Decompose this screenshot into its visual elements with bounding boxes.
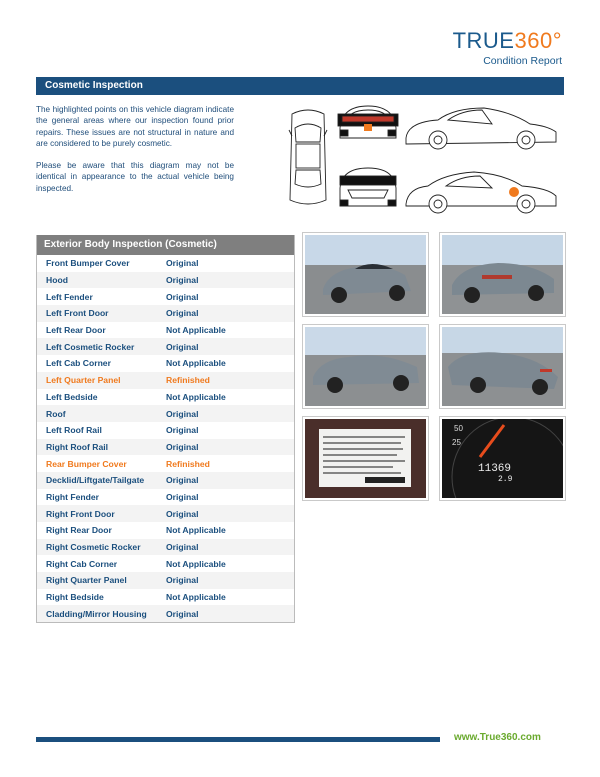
vehicle-damage-diagram: [278, 100, 566, 218]
panel-name: Right Fender: [46, 491, 99, 502]
table-row: [37, 305, 294, 322]
intro-paragraph: The highlighted points on this vehicle diagram indicate the general areas where our inspection found prior repairs. These issues are not structural in nature and are considered to be purely cosmetic.: [36, 105, 234, 148]
logo-wordmark: TRUE360°: [452, 28, 562, 53]
panel-status: Not Applicable: [166, 325, 226, 336]
panel-name: Left Fender: [46, 291, 93, 302]
table-row: [37, 455, 294, 472]
panel-name: Rear Bumper Cover: [46, 458, 127, 469]
panel-status: Refinished: [166, 458, 210, 469]
panel-name: Right Cosmetic Rocker: [46, 542, 141, 553]
car-top-view: [289, 110, 327, 204]
panel-name: Front Bumper Cover: [46, 258, 130, 269]
panel-name: Cladding/Mirror Housing: [46, 608, 147, 619]
footer-url-link[interactable]: www.True360.com: [454, 732, 541, 743]
vin-label-photo[interactable]: [302, 416, 429, 501]
table-row: [37, 372, 294, 389]
panel-status: Original: [166, 608, 199, 619]
table-row: [37, 505, 294, 522]
panel-status: Original: [166, 575, 199, 586]
car-side-view-left: [406, 108, 556, 149]
table-title: Exterior Body Inspection (Cosmetic): [37, 235, 294, 255]
panel-status: Original: [166, 508, 199, 519]
table-row: [37, 539, 294, 556]
true360-logo: [453, 28, 562, 67]
panel-name: Roof: [46, 408, 66, 419]
table-row: [37, 555, 294, 572]
panel-name: Right Roof Rail: [46, 441, 109, 452]
panel-name: Decklid/Liftgate/Tailgate: [46, 475, 145, 486]
table-row: [37, 255, 294, 272]
panel-status: Not Applicable: [166, 592, 226, 603]
panel-name: Left Quarter Panel: [46, 375, 121, 386]
exterior-inspection-table: [36, 235, 295, 623]
panel-name: Left Roof Rail: [46, 425, 102, 436]
car-side-view-right: [406, 172, 556, 213]
table-row: [37, 522, 294, 539]
table-row: [37, 605, 294, 622]
panel-name: Right Quarter Panel: [46, 575, 127, 586]
car-rear-view: [340, 168, 396, 206]
vehicle-photo-right-front[interactable]: [439, 324, 566, 409]
panel-status: Not Applicable: [166, 525, 226, 536]
table-row: [37, 272, 294, 289]
panel-name: Right Rear Door: [46, 525, 112, 536]
panel-name: Left Cab Corner: [46, 358, 111, 369]
panel-status: Not Applicable: [166, 391, 226, 402]
repair-marker-rear-bumper: [364, 124, 372, 131]
panel-status: Original: [166, 291, 199, 302]
table-row: [37, 322, 294, 339]
panel-status: Original: [166, 491, 199, 502]
panel-status: Original: [166, 425, 199, 436]
table-row: [37, 355, 294, 372]
panel-name: Right Front Door: [46, 508, 115, 519]
table-row: [37, 338, 294, 355]
gauge-label: 50: [454, 424, 463, 433]
panel-status: Original: [166, 441, 199, 452]
vehicle-photo-rear-left[interactable]: [439, 232, 566, 317]
table-row: [37, 405, 294, 422]
panel-name: Right Bedside: [46, 592, 104, 603]
panel-status: Original: [166, 275, 199, 286]
gauge-label: 25: [452, 438, 461, 447]
panel-status: Original: [166, 542, 199, 553]
panel-name: Left Bedside: [46, 391, 98, 402]
section-title: Cosmetic Inspection: [36, 77, 564, 95]
panel-status: Original: [166, 308, 199, 319]
panel-name: Hood: [46, 275, 68, 286]
table-row: [37, 472, 294, 489]
table-body: [37, 255, 294, 622]
odometer-reading: 11369: [478, 463, 512, 475]
panel-status: Not Applicable: [166, 358, 226, 369]
table-row: [37, 422, 294, 439]
vehicle-photo-left-side[interactable]: [302, 324, 429, 409]
logo-subtitle: Condition Report: [483, 55, 562, 67]
intro-text: [36, 104, 234, 194]
table-row: [37, 439, 294, 456]
panel-status: Original: [166, 341, 199, 352]
table-row: [37, 589, 294, 606]
car-front-view: [338, 106, 398, 138]
odometer-photo[interactable]: [439, 416, 566, 501]
panel-status: Not Applicable: [166, 558, 226, 569]
panel-status: Original: [166, 475, 199, 486]
vehicle-diagram-svg: [278, 100, 566, 218]
panel-name: Left Cosmetic Rocker: [46, 341, 135, 352]
panel-name: Left Front Door: [46, 308, 109, 319]
table-row: [37, 489, 294, 506]
footer-rule: [36, 737, 440, 742]
repair-marker-left-quarter: [509, 187, 519, 197]
panel-status: Refinished: [166, 375, 210, 386]
panel-status: Original: [166, 408, 199, 419]
vehicle-photo-front-left[interactable]: [302, 232, 429, 317]
table-row: [37, 572, 294, 589]
table-row: [37, 288, 294, 305]
trip-reading: 2.9: [498, 475, 513, 484]
intro-paragraph: Please be aware that this diagram may not be identical in appearance to the actual vehicle being inspected.: [36, 161, 234, 193]
panel-name: Left Rear Door: [46, 325, 106, 336]
panel-status: Original: [166, 258, 199, 269]
panel-name: Right Cab Corner: [46, 558, 118, 569]
table-row: [37, 389, 294, 406]
